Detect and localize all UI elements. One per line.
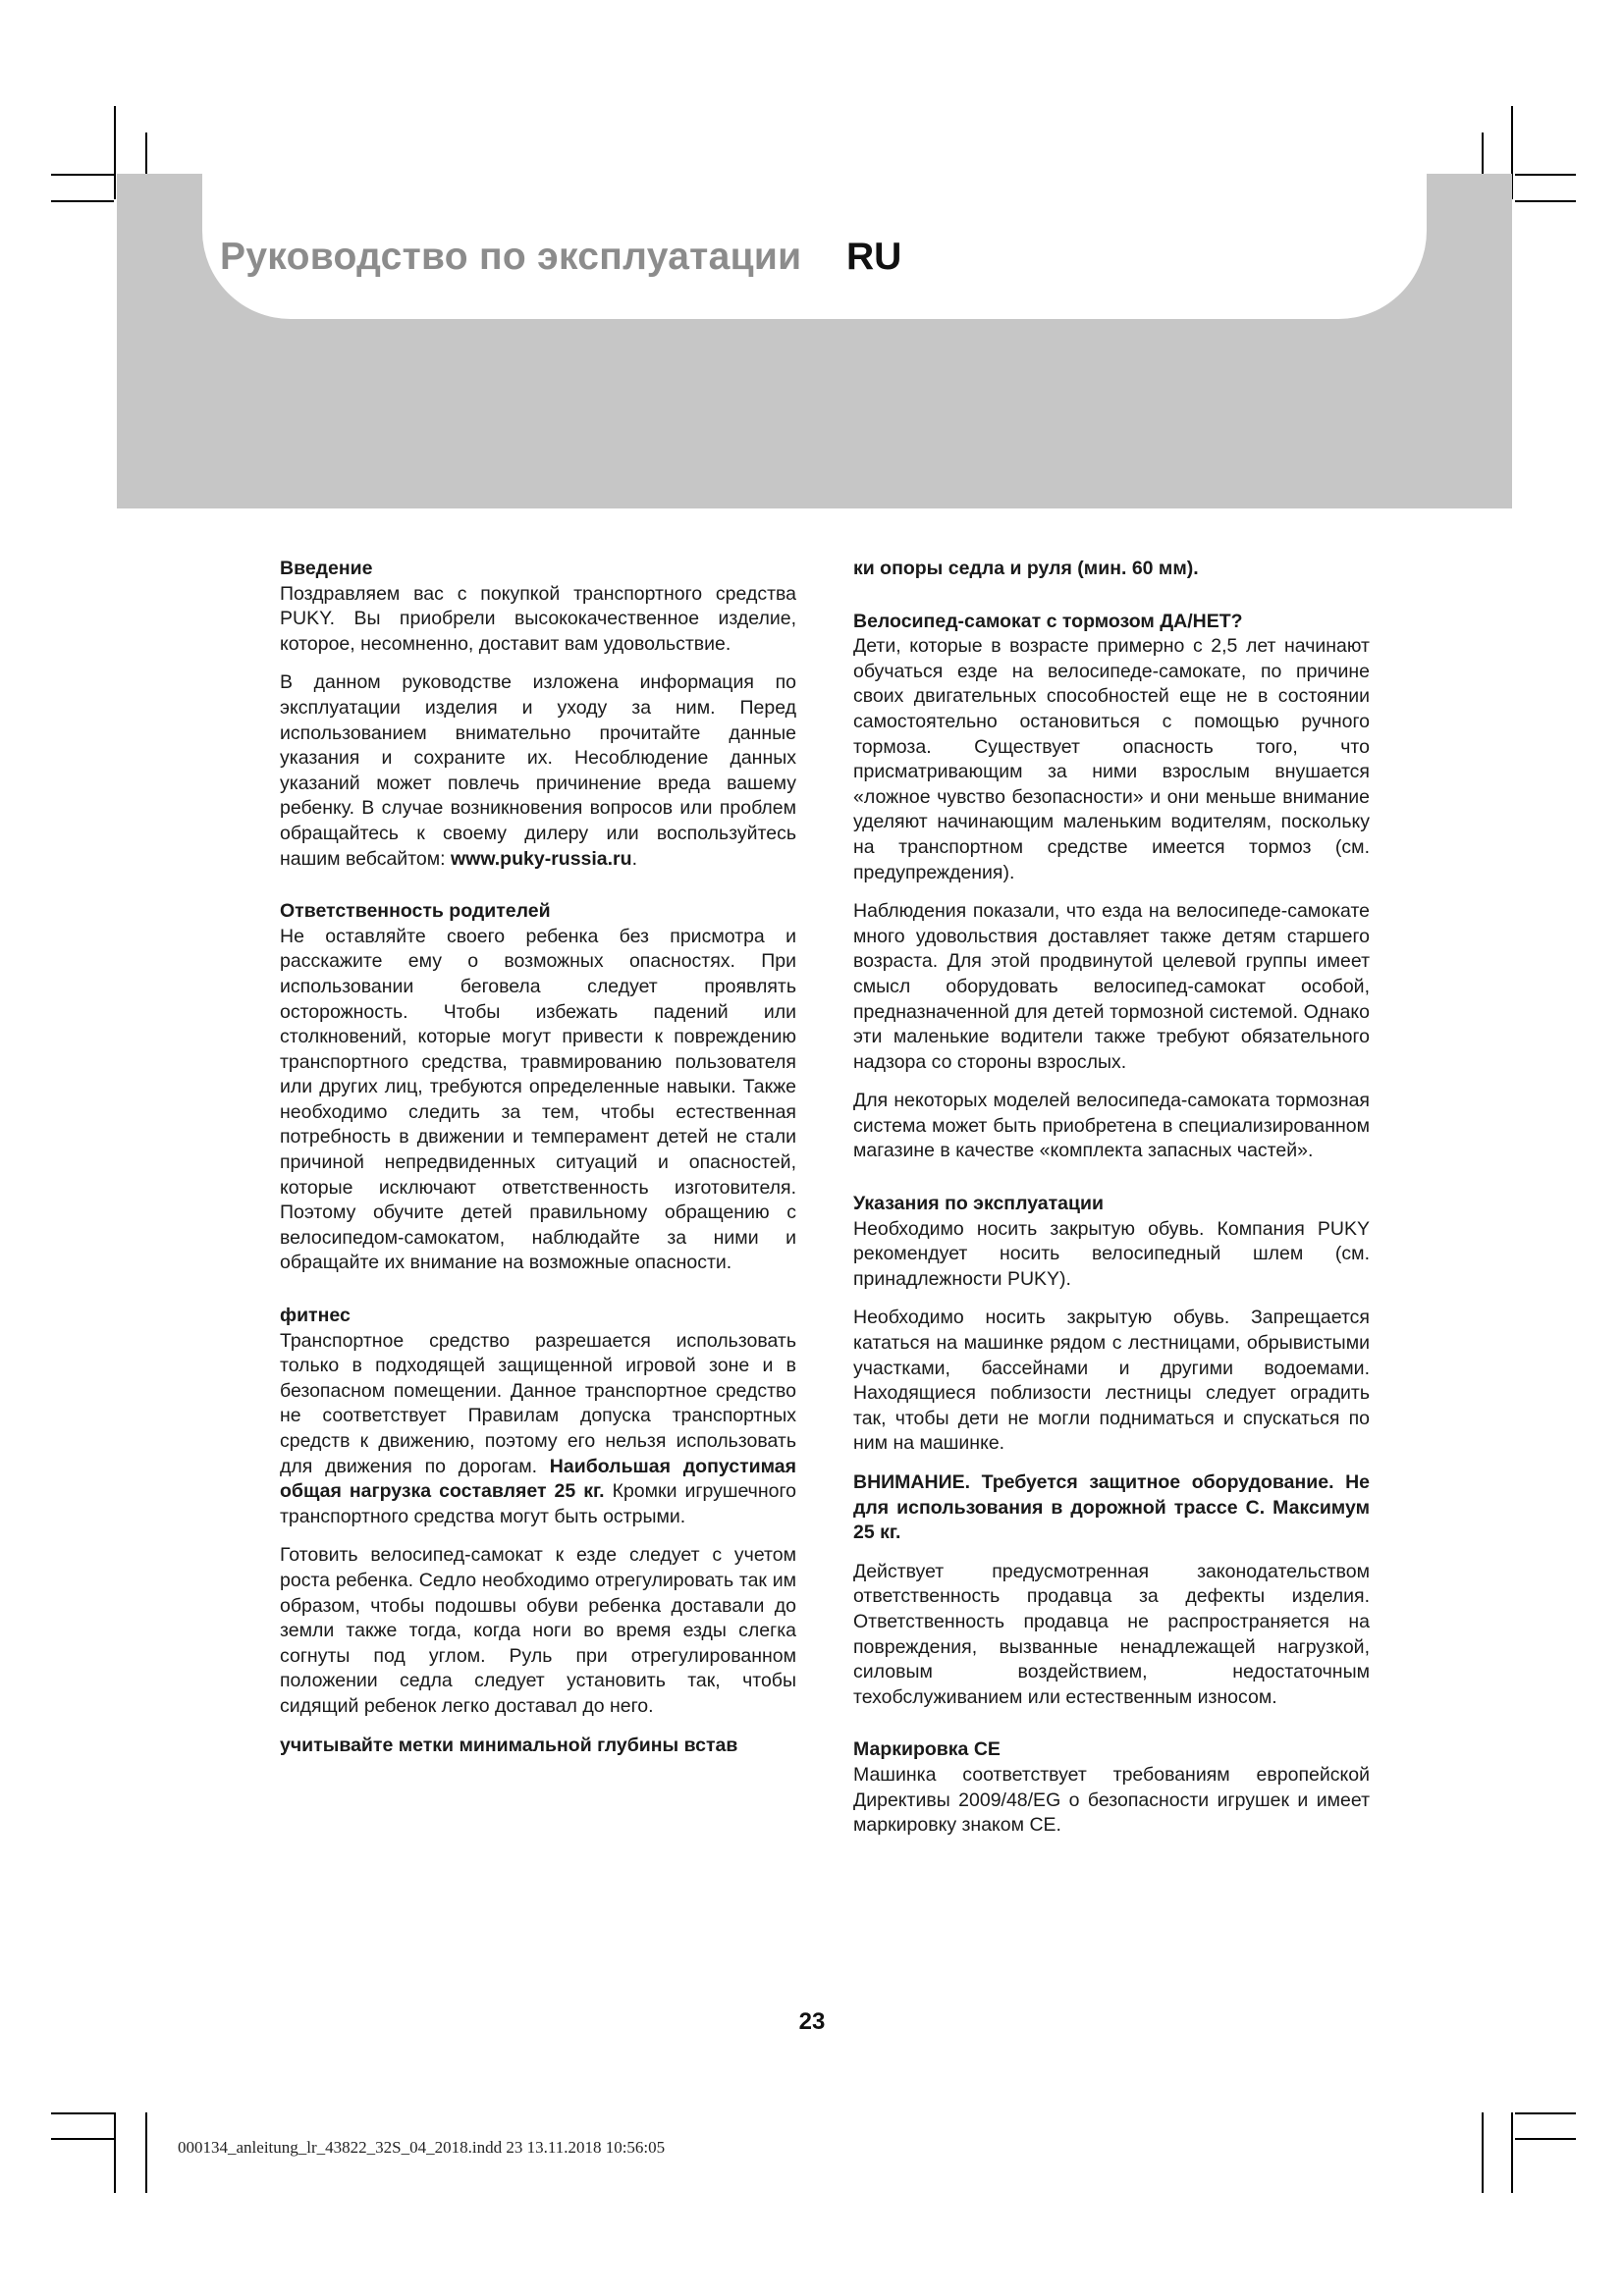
paragraph [280,1329,796,1530]
paragraph [280,670,796,872]
paragraph-text: В данном руководстве изложена информация по эксплуатации изделия и уходу за ним. Перед использованием внимательно прочитайте данные указания и сохраните их. Несоблюдение данных указаний может повлечь причинение вреда вашему ребенку. В случае возникновения вопросов или проблем обращайтесь к своему дилеру или воспользуйтесь нашим вебсайтом: [280,671,796,870]
website-period: . [631,847,637,870]
paragraph: Готовить велосипед-самокат к езде следует с учетом роста ребенка. Седло необходимо отрегулировать так им образом, чтобы подошвы обуви ребенка доставали до земли также тогда, когда ноги во время езды слегка согнуты под углом. Руль при отрегулированном положении седла следует установить так, чтобы сидящий ребенок легко доставал до него. [280,1544,796,1717]
paragraph: Наблюдения показали, что езда на велосипеде-самокате много удовольствия доставляет также детям старшего возраста. Для этой продвинутой целевой группы имеет смысл оборудовать велосипед-самокат особой, предназначенной для детей тормозной системой. Однако эти маленькие водители также требуют обязательного надзора со стороны взрослых. [853,900,1370,1073]
page-number: 23 [798,2008,826,2035]
paragraph: Необходимо носить закрытую обувь. Запрещается кататься на машинке рядом с лестницами, обрывистыми участками, бассейнами и другими водоемами. Находящиеся поблизости лестницы следует оградить так, чтобы дети не могли подниматься и спускаться по ним на машинке. [853,1307,1370,1455]
insertion-depth-note-continued: ки опоры седла и руля (мин. 60 мм). [853,558,1199,579]
section-heading-fitness: фитнес [280,1305,351,1327]
print-slug: 000134_anleitung_lr_43822_32S_04_2018.indd 23 13.11.2018 10:56:05 [178,2138,666,2157]
warning-text: ВНИМАНИЕ. Требуется защитное оборудование. Не для использования в дорожной трассе С. Максимум 25 кг. [853,1471,1370,1544]
right-column [853,557,1370,1839]
paragraph-text: Кромки игрушечного транспортного средства могут быть острыми. [280,1480,796,1527]
section-heading-intro: Введение [280,558,373,579]
paragraph: Необходимо носить закрытую обувь. Компания PUKY рекомендует носить велосипедный шлем (см. принадлежности PUKY). [853,1217,1370,1290]
paragraph: Действует предусмотренная законодательством ответственность продавца за дефекты изделия. Ответственность продавца не распространяется на повреждения, вызванные ненадлежащей нагрузкой, силовым воздействием, недостаточным техобслуживанием или естественным износом. [853,1560,1370,1708]
paragraph: Для некоторых моделей велосипеда-самоката тормозная система может быть приобретена в специализированном магазине в качестве «комплекта запасных частей». [853,1090,1370,1162]
paragraph: Не оставляйте своего ребенка без присмотра и расскажите ему о возможных опасностях. При использовании беговела следует проявлять осторожность. Чтобы избежать падений или столкновений, которые могут привести к повреждению транспортного средства, травмированию пользователя или других лиц, требуются определенные навыки. Также необходимо следить за тем, чтобы естественная потребность в движении и темперамент детей не стали причиной непредвиденных ситуаций и опасностей, которые исключают ответственность изготовителя. Поэтому обучите детей правильному обращению с велосипедом-самокатом, наблюдайте за ними и обращайте их внимание на возможные опасности. [280,925,796,1274]
max-load-note: Наибольшая допустимая общая нагрузка составляет 25 кг. [280,1455,796,1503]
section-heading-operation: Указания по эксплуатации [853,1193,1104,1215]
website-link[interactable]: www.puky-russia.ru [450,847,632,870]
paragraph: Поздравляем вас с покупкой транспортного средства PUKY. Вы приобрели высококачественное изделие, которое, несомненно, доставит вам удовольствие. [280,582,796,655]
paragraph: Дети, которые в возрасте примерно с 2,5 лет начинают обучаться езде на велосипеде-самокате, по причине своих двигательных способностей еще не в состоянии самостоятельно остановиться с помощью ручного тормоза. Существует опасность того, что присматривающим за ними взрослым внушается «ложное чувство безопасности» и они меньше внимание уделяют начинающим маленьким водителям, поскольку на транспортном средстве имеется тормоз (см. предупреждения). [853,635,1370,883]
paragraph-text: Транспортное средство разрешается использовать только в подходящей защищенной игровой зоне и в безопасном помещении. Данное транспортное средство не соответствует Правилам допуска транспортных средств к движению, поэтому его нельзя использовать для движения по дорогам. [280,1329,796,1477]
section-heading-responsibility: Ответственность родителей [280,900,551,923]
page-title: Руководство по эксплуатации [220,236,802,278]
language-code: RU [846,236,902,278]
paragraph: Машинка соответствует требованиям европейской Директивы 2009/48/EG о безопасности игрушек и имеет маркировку знаком CE. [853,1763,1370,1837]
insertion-depth-note: учитывайте метки минимальной глубины встав [280,1734,738,1756]
section-heading-ce: Маркировка CE [853,1738,1001,1761]
section-heading-brake: Велосипед-самокат с тормозом ДА/НЕТ? [853,610,1243,632]
left-column [280,557,796,1758]
